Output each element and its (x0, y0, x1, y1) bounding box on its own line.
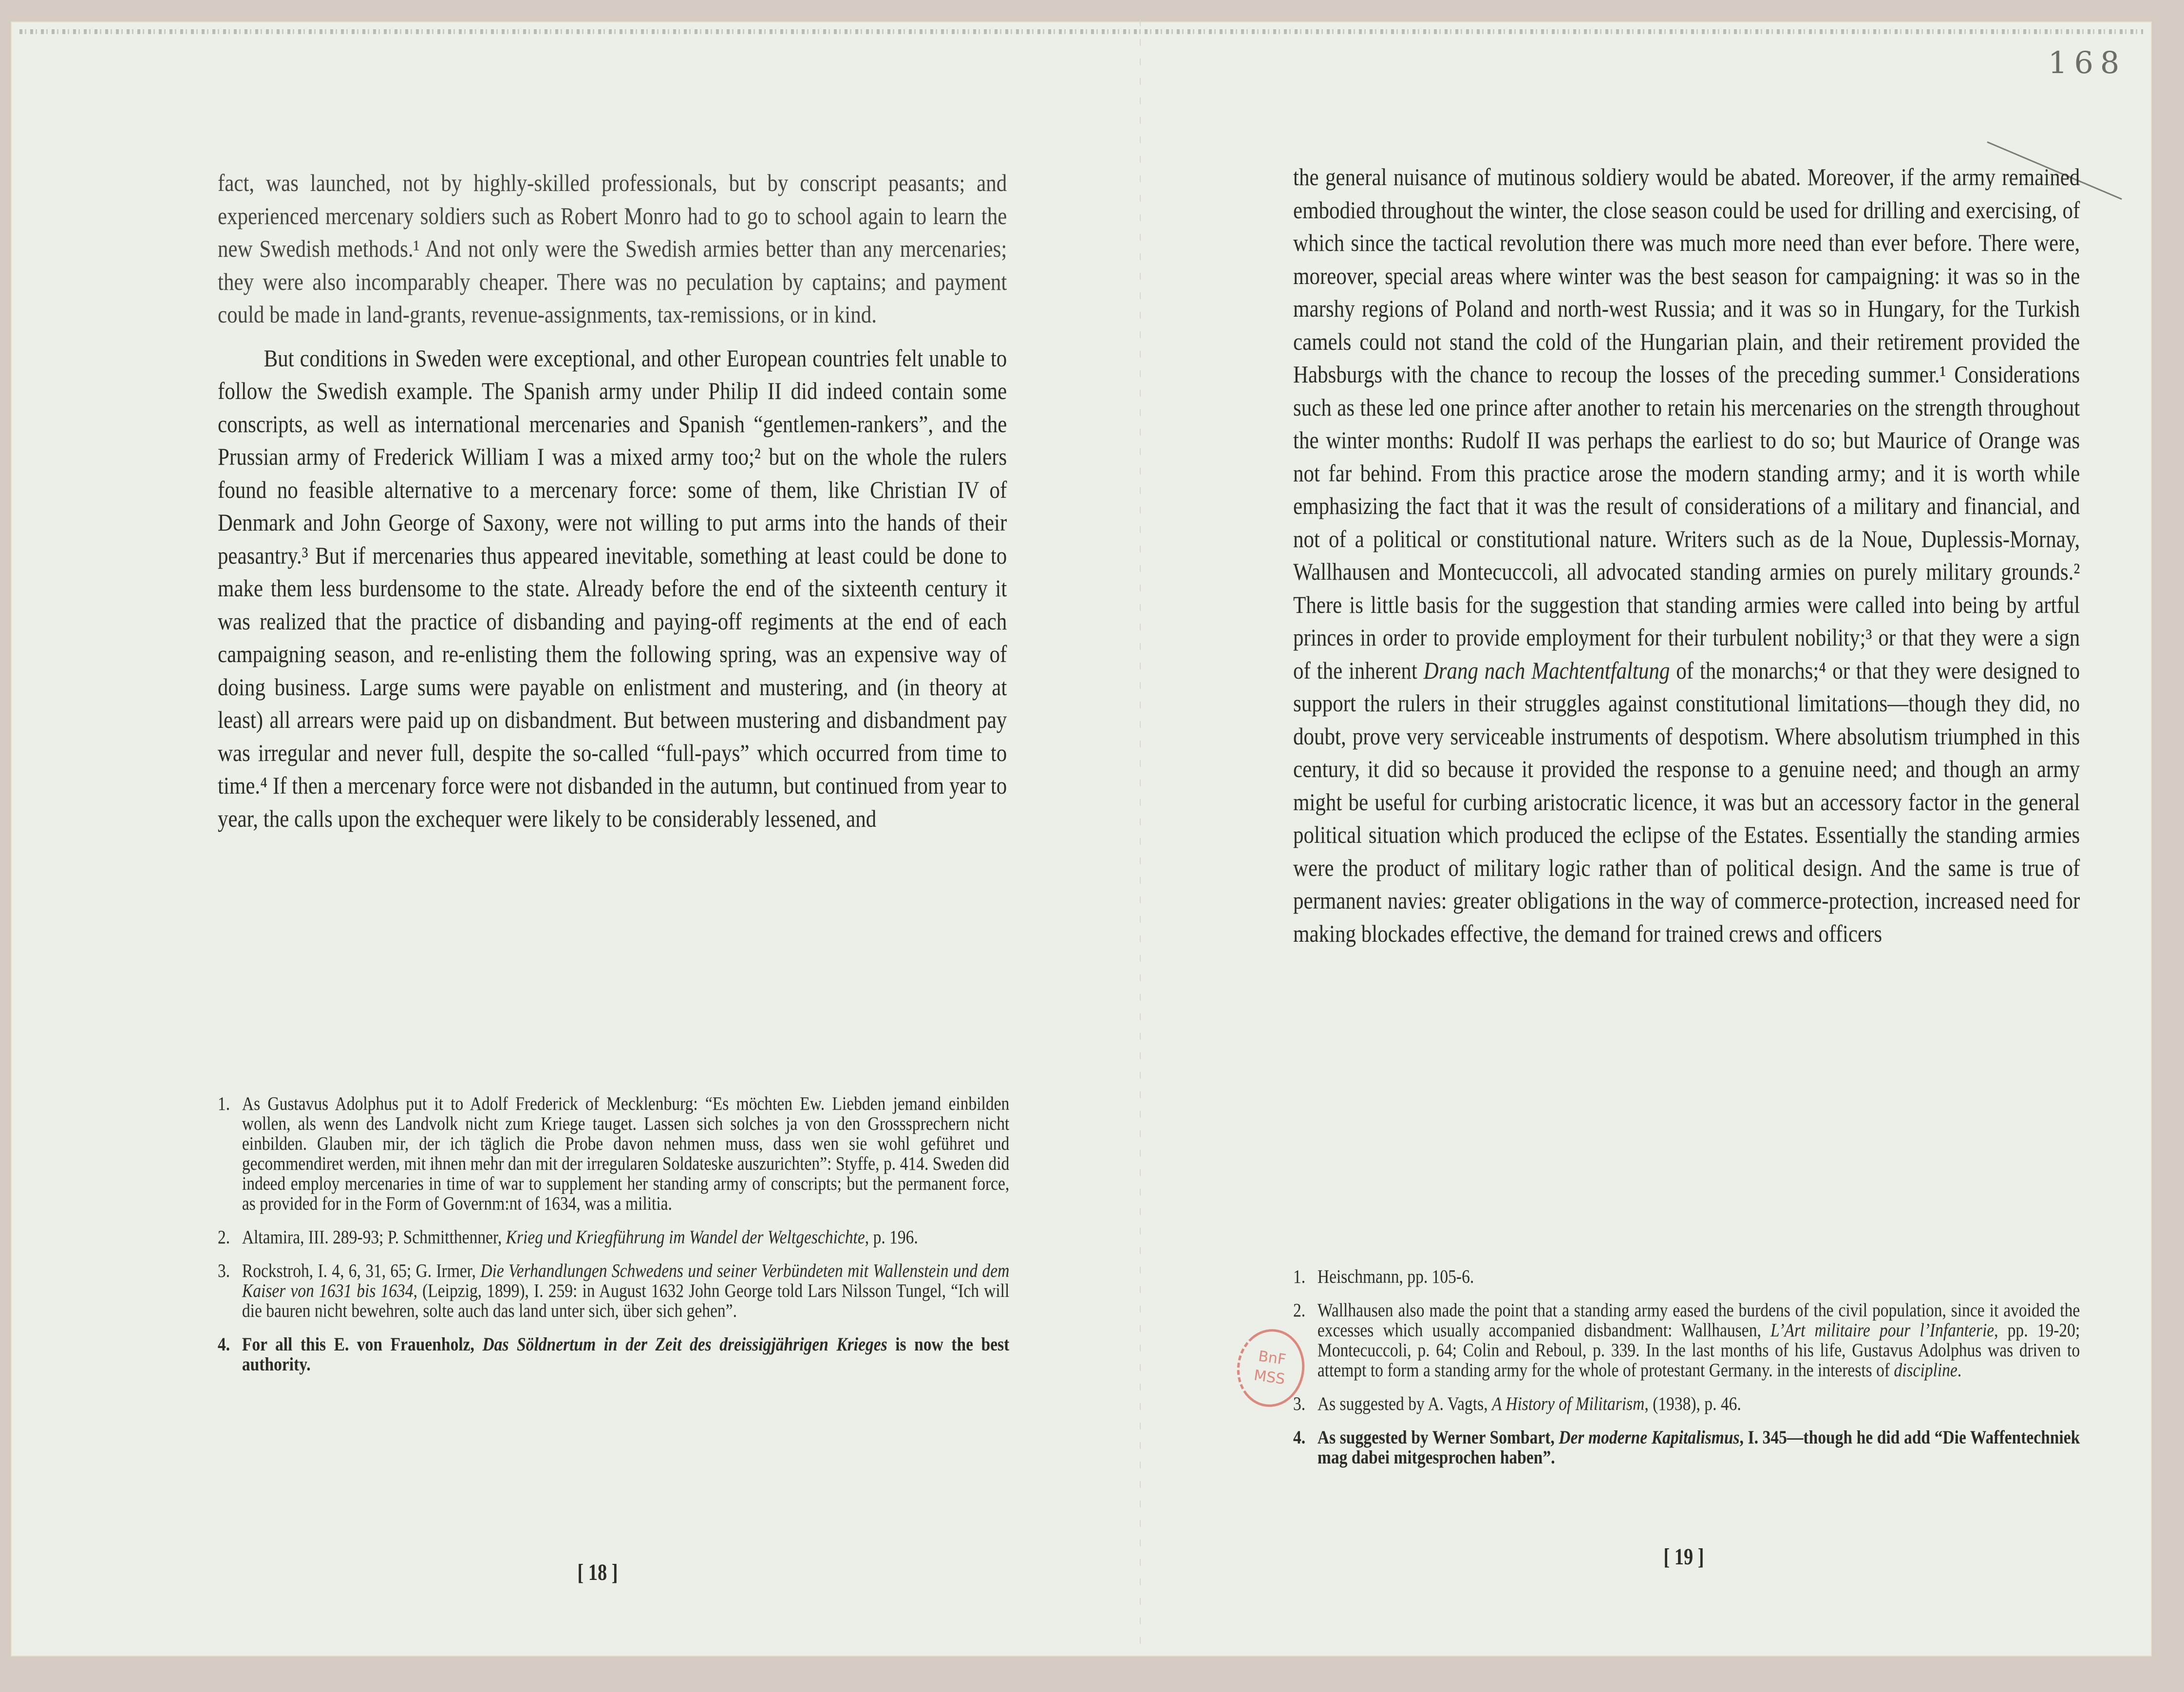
gutter-fold (1140, 19, 1141, 1647)
footnote-text (1318, 1427, 2080, 1467)
footnote-text-part: Rockstroh, I. 4, 6, 31, 65; G. Irmer, (242, 1260, 481, 1281)
right-footnotes (1293, 1267, 2080, 1481)
stamp-line-2: MSS (1253, 1367, 1286, 1388)
paragraph-text-part: the general nuisance of mutinous soldiery would be abated. Moreover, if the army remained embodied throughout the winter, the close season could be used for drilling and exercising, of which since the tactical revolution there was much more need than ever before. There were, moreover, special areas where winter was the best season for campaigning: it was so in the marshy regions of Poland and north-west Russia; and it was so in Hungary, for the Turkish camels could not stand the cold of the Hungarian plain, and their retirement provided the Habsburgs with the chance to recoup the losses of the preceding summer.¹ Considerations such as these led one prince after another to retain his mercenaries on the strength throughout the winter months: Rudolf II was perhaps the earliest to do so; but Maurice of Orange was not far behind. From this practice arose the modern standing army; and it is worth while emphasizing the fact that it was the result of considerations of a military and financial, and not of a political or constitutional nature. Writers such as de la Noue, Duplessis-Mornay, Wallhausen and Montecuccoli, all advocated standing armies on purely military grounds.² There is little basis for the suggestion that standing armies were called into being by artful princes in order to provide employment for their turbulent nobility;³ or that they were a sign of the inherent (1293, 163, 2080, 684)
footnote-text-part: , (Leipzig, 1899), I. 259: in August 1632 John George told Lars Nilsson Tungel, “Ich will die bauren nicht bewehren, solte auch das land unter sich, über sich gehen”. (242, 1280, 1010, 1321)
footnote-text (242, 1261, 1009, 1321)
footnote (1293, 1267, 2080, 1287)
cited-title: Krieg und Kriegführung im Wandel der Weltgeschichte (506, 1227, 865, 1248)
footnote (218, 1227, 1009, 1247)
footnote-number: 2. (218, 1227, 230, 1248)
footnote-number: 4. (1293, 1427, 1306, 1448)
footnote (1293, 1394, 2080, 1414)
cited-title: Der moderne Kapitalismus (1559, 1427, 1740, 1448)
footnote (1293, 1427, 2080, 1467)
page-number-right: [ 19 ] (1663, 1544, 1704, 1570)
paragraph-text-part: of the monarchs;⁴ or that they were designed to support the rulers in their struggles against constitutional limitations—though they did, no doubt, prove very serviceable instruments of despotism. Where absolutism triumphed in this century, it did so because it provided the response to a genuine need; and though an army might be useful for curbing aristocratic licence, it was but an accessory factor in the general political situation which produced the eclipse of the Estates. Essentially the standing armies were the product of military logic rather than of political design. And the same is true of permanent navies: greater obligations in the way of commerce-protection, increased need for making blockades effective, the demand for trained crews and officers (1293, 656, 2080, 947)
archive-folio-number: 168 (2048, 45, 2127, 80)
footnote-text-part: , pp. 19-20; Montecuccoli, p. 64; Colin and Reboul, p. 339. In the last months of his life, Gustavus Adolphus was driven to attempt to form a standing army for the whole of protestant Germany. in the interests of (1317, 1320, 2080, 1381)
cited-title: L’Art militaire pour l’Infanterie (1770, 1320, 1995, 1341)
cited-title: Das Söldnertum in der Zeit des dreissigjährigen Krieges (482, 1334, 887, 1355)
left-page-body (218, 167, 1007, 835)
paper-top-edge-shadow (19, 29, 2143, 34)
footnote-text (242, 1334, 1009, 1374)
footnote-text (1318, 1394, 2080, 1414)
right-page-body (1293, 161, 2080, 950)
footnote-text-part: , p. 196. (865, 1227, 918, 1248)
footnote-text-part: As suggested by A. Vagts, (1317, 1393, 1492, 1414)
footnote-text: Heischmann, pp. 105-6. (1317, 1266, 1474, 1287)
footnote-text: As Gustavus Adolphus put it to Adolf Frederick of Mecklenburg: “Es möchten Ew. Liebden jemand einbilden wollen, als wenn des Landvolk nicht zum Kriege tauget. Lassen sich solches ja von den Grosssprechern nicht einbilden. Glauben mir, der ich täglich die Probe davon nehmen muss, dass wen sie wohl geführet und gecommendiret werden, mit ihnen mehr dan mit der irregularen Soldateske auszurichten”: Styffe, p. 414. Sweden did indeed employ mercenaries in time of war to supplement her standing army of conscripts; but the permanent force, as provided for in the Form of Governm:nt of 1634, was a militia. (242, 1093, 1010, 1214)
footnote-number: 3. (218, 1260, 230, 1281)
left-footnotes (218, 1094, 1009, 1388)
footnote-number: 1. (218, 1093, 230, 1114)
stamp-line-1: BnF (1257, 1348, 1287, 1369)
footnote-text-part: is now the best authority. (242, 1334, 1010, 1375)
footnote-number: 1. (1293, 1266, 1306, 1287)
page-number-left: [ 18 ] (577, 1559, 618, 1585)
footnote (1293, 1300, 2080, 1380)
italic-word: discipline (1894, 1360, 1958, 1381)
footnote-text (242, 1227, 1009, 1247)
footnote (218, 1261, 1009, 1321)
footnote-text-part: For all this E. von Frauenholz, (242, 1334, 483, 1355)
footnote-text-part: Altamira, III. 289-93; P. Schmitthenner, (242, 1227, 506, 1248)
footnote-text-part: As suggested by Werner Sombart, (1317, 1427, 1559, 1448)
left-paragraph-2: But conditions in Sweden were exceptional, and other European countries felt unable to follow the Swedish example. The Spanish army under Philip II did indeed contain some conscripts, as well as international mercenaries and Spanish “gentlemen-rankers”, and the Prussian army of Frederick William I was a mixed army too;² but on the whole the rulers found no feasible alternative to a mercenary force: some of them, like Christian IV of Denmark and John George of Saxony, were not willing to put arms into the hands of their peasantry.³ But if mercenaries thus appeared inevitable, something at least could be done to make them less burdensome to the state. Already before the end of the sixteenth century it was realized that the practice of disbanding and paying-off regiments at the end of each campaigning season, and re-enlisting them the following spring, was an expensive way of doing business. Large sums were payable on enlistment and mustering, and (in theory at least) all arrears were paid up on disbandment. But between mustering and disbandment pay was irregular and never full, despite the so-called “full-pays” which occurred from time to time.⁴ If then a mercenary force were not disbanded in the autumn, but continued from year to year, the calls upon the exchequer were likely to be considerably lessened, and (218, 344, 1007, 832)
cited-title: A History of Militarism (1491, 1393, 1645, 1414)
footnote (218, 1334, 1009, 1374)
footnote-text-part: , I. 345—though he did add “Die Waffentechniek mag dabei mitgesprochen haben”. (1317, 1427, 2080, 1468)
footnote (218, 1094, 1009, 1214)
footnote-number: 2. (1293, 1300, 1306, 1321)
footnote-text-part: , (1938), p. 46. (1644, 1393, 1741, 1414)
right-paragraph-1 (1293, 161, 2080, 950)
footnote-text-part: . (1957, 1360, 1962, 1381)
footnote-text-part: Wallhausen also made the point that a standing army eased the burdens of the civil population, since it avoided the excesses which usually accompanied disbandment: Wallhausen, (1317, 1300, 2080, 1341)
cited-title: Die Verhandlungen Schwedens und seiner Verbündeten mit Wallenstein und dem Kaiser von 1631 bis 1634 (242, 1260, 1010, 1301)
footnote-number: 4. (218, 1334, 230, 1355)
footnote-number: 3. (1293, 1393, 1306, 1414)
left-paragraph-1: fact, was launched, not by highly-skilled professionals, but by conscript peasants; and experienced mercenary soldiers such as Robert Monro had to go to school again to learn the new Swedish methods.¹ And not only were the Swedish armies better than any mercenaries; they were also incomparably cheaper. There was no peculation by captains; and payment could be made in land-grants, revenue-assignments, tax-remissions, or in kind. (218, 169, 1007, 328)
italic-phrase: Drang nach Machtentfaltung (1423, 656, 1670, 684)
footnote-text (1318, 1300, 2080, 1380)
